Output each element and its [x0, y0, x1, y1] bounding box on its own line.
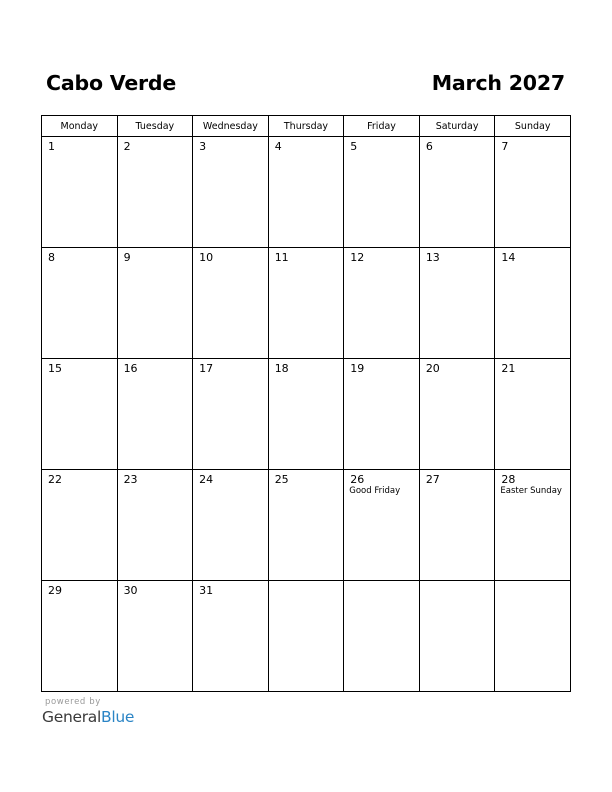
day-cell [193, 248, 269, 359]
day-number: 12 [350, 251, 365, 264]
day-cell [117, 581, 193, 692]
logo-text-general: General [42, 708, 101, 726]
day-number: 14 [501, 251, 516, 264]
day-cell [42, 359, 118, 470]
day-cell [495, 137, 571, 248]
day-cell [495, 581, 571, 692]
day-number: 30 [123, 584, 138, 597]
day-cell [193, 137, 269, 248]
day-cell [42, 581, 118, 692]
day-number: 1 [48, 140, 55, 153]
day-number: 25 [274, 473, 289, 486]
week-row [42, 470, 571, 581]
day-cell [495, 470, 571, 581]
day-cell [42, 137, 118, 248]
weekday-header: Sunday [495, 116, 571, 137]
day-number: 31 [199, 584, 214, 597]
day-cell [344, 137, 420, 248]
logo-text-blue: Blue [100, 708, 135, 726]
weekday-header: Monday [42, 116, 118, 137]
holiday-label: Easter Sunday [500, 486, 562, 496]
day-number: 3 [199, 140, 207, 153]
day-cell [495, 248, 571, 359]
day-number: 2 [123, 140, 131, 153]
day-cell [193, 359, 269, 470]
day-number: 23 [123, 473, 138, 486]
day-number: 27 [425, 473, 440, 486]
day-cell [117, 359, 193, 470]
day-number: 8 [48, 251, 55, 264]
day-cell [419, 248, 495, 359]
day-number: 20 [425, 362, 440, 375]
day-cell [419, 359, 495, 470]
powered-by-text: powered by [45, 697, 101, 707]
day-number: 29 [48, 584, 62, 597]
day-cell [193, 581, 269, 692]
day-number: 26 [350, 473, 365, 486]
day-number: 7 [501, 140, 509, 153]
weekday-header: Saturday [419, 116, 495, 137]
day-number: 24 [199, 473, 214, 486]
month-year-title: March 2027 [431, 71, 565, 95]
day-cell [193, 470, 269, 581]
week-row [42, 581, 571, 692]
day-cell [268, 248, 344, 359]
day-number: 6 [425, 140, 433, 153]
day-cell [117, 248, 193, 359]
day-cell [268, 581, 344, 692]
weekday-header-row [42, 116, 571, 137]
day-number: 22 [48, 473, 62, 486]
day-number: 16 [123, 362, 138, 375]
day-cell [268, 359, 344, 470]
day-number: 28 [501, 473, 516, 486]
day-cell [117, 137, 193, 248]
day-cell [42, 248, 118, 359]
day-cell [344, 248, 420, 359]
day-cell [419, 470, 495, 581]
week-row [42, 359, 571, 470]
day-cell [419, 581, 495, 692]
day-number: 9 [123, 251, 131, 264]
generalblue-logo [42, 708, 134, 726]
day-number: 13 [425, 251, 440, 264]
day-cell [344, 470, 420, 581]
day-cell [344, 359, 420, 470]
day-number: 21 [501, 362, 516, 375]
day-cell [419, 137, 495, 248]
day-cell [268, 137, 344, 248]
day-cell [344, 581, 420, 692]
day-number: 11 [274, 251, 289, 264]
weekday-header: Friday [344, 116, 420, 137]
day-number: 10 [199, 251, 214, 264]
day-number: 5 [350, 140, 358, 153]
day-cell [268, 470, 344, 581]
weekday-header: Tuesday [117, 116, 193, 137]
week-row [42, 137, 571, 248]
day-cell [42, 470, 118, 581]
weekday-header: Wednesday [193, 116, 269, 137]
week-row [42, 248, 571, 359]
calendar-grid [41, 115, 571, 692]
holiday-label: Good Friday [349, 486, 401, 496]
day-number: 4 [274, 140, 282, 153]
day-number: 17 [199, 362, 214, 375]
day-cell [117, 470, 193, 581]
day-number: 15 [48, 362, 62, 375]
footer-branding [42, 697, 134, 726]
day-cell [495, 359, 571, 470]
day-number: 18 [274, 362, 289, 375]
day-number: 19 [350, 362, 365, 375]
country-title: Cabo Verde [46, 71, 177, 95]
weekday-header: Thursday [268, 116, 344, 137]
